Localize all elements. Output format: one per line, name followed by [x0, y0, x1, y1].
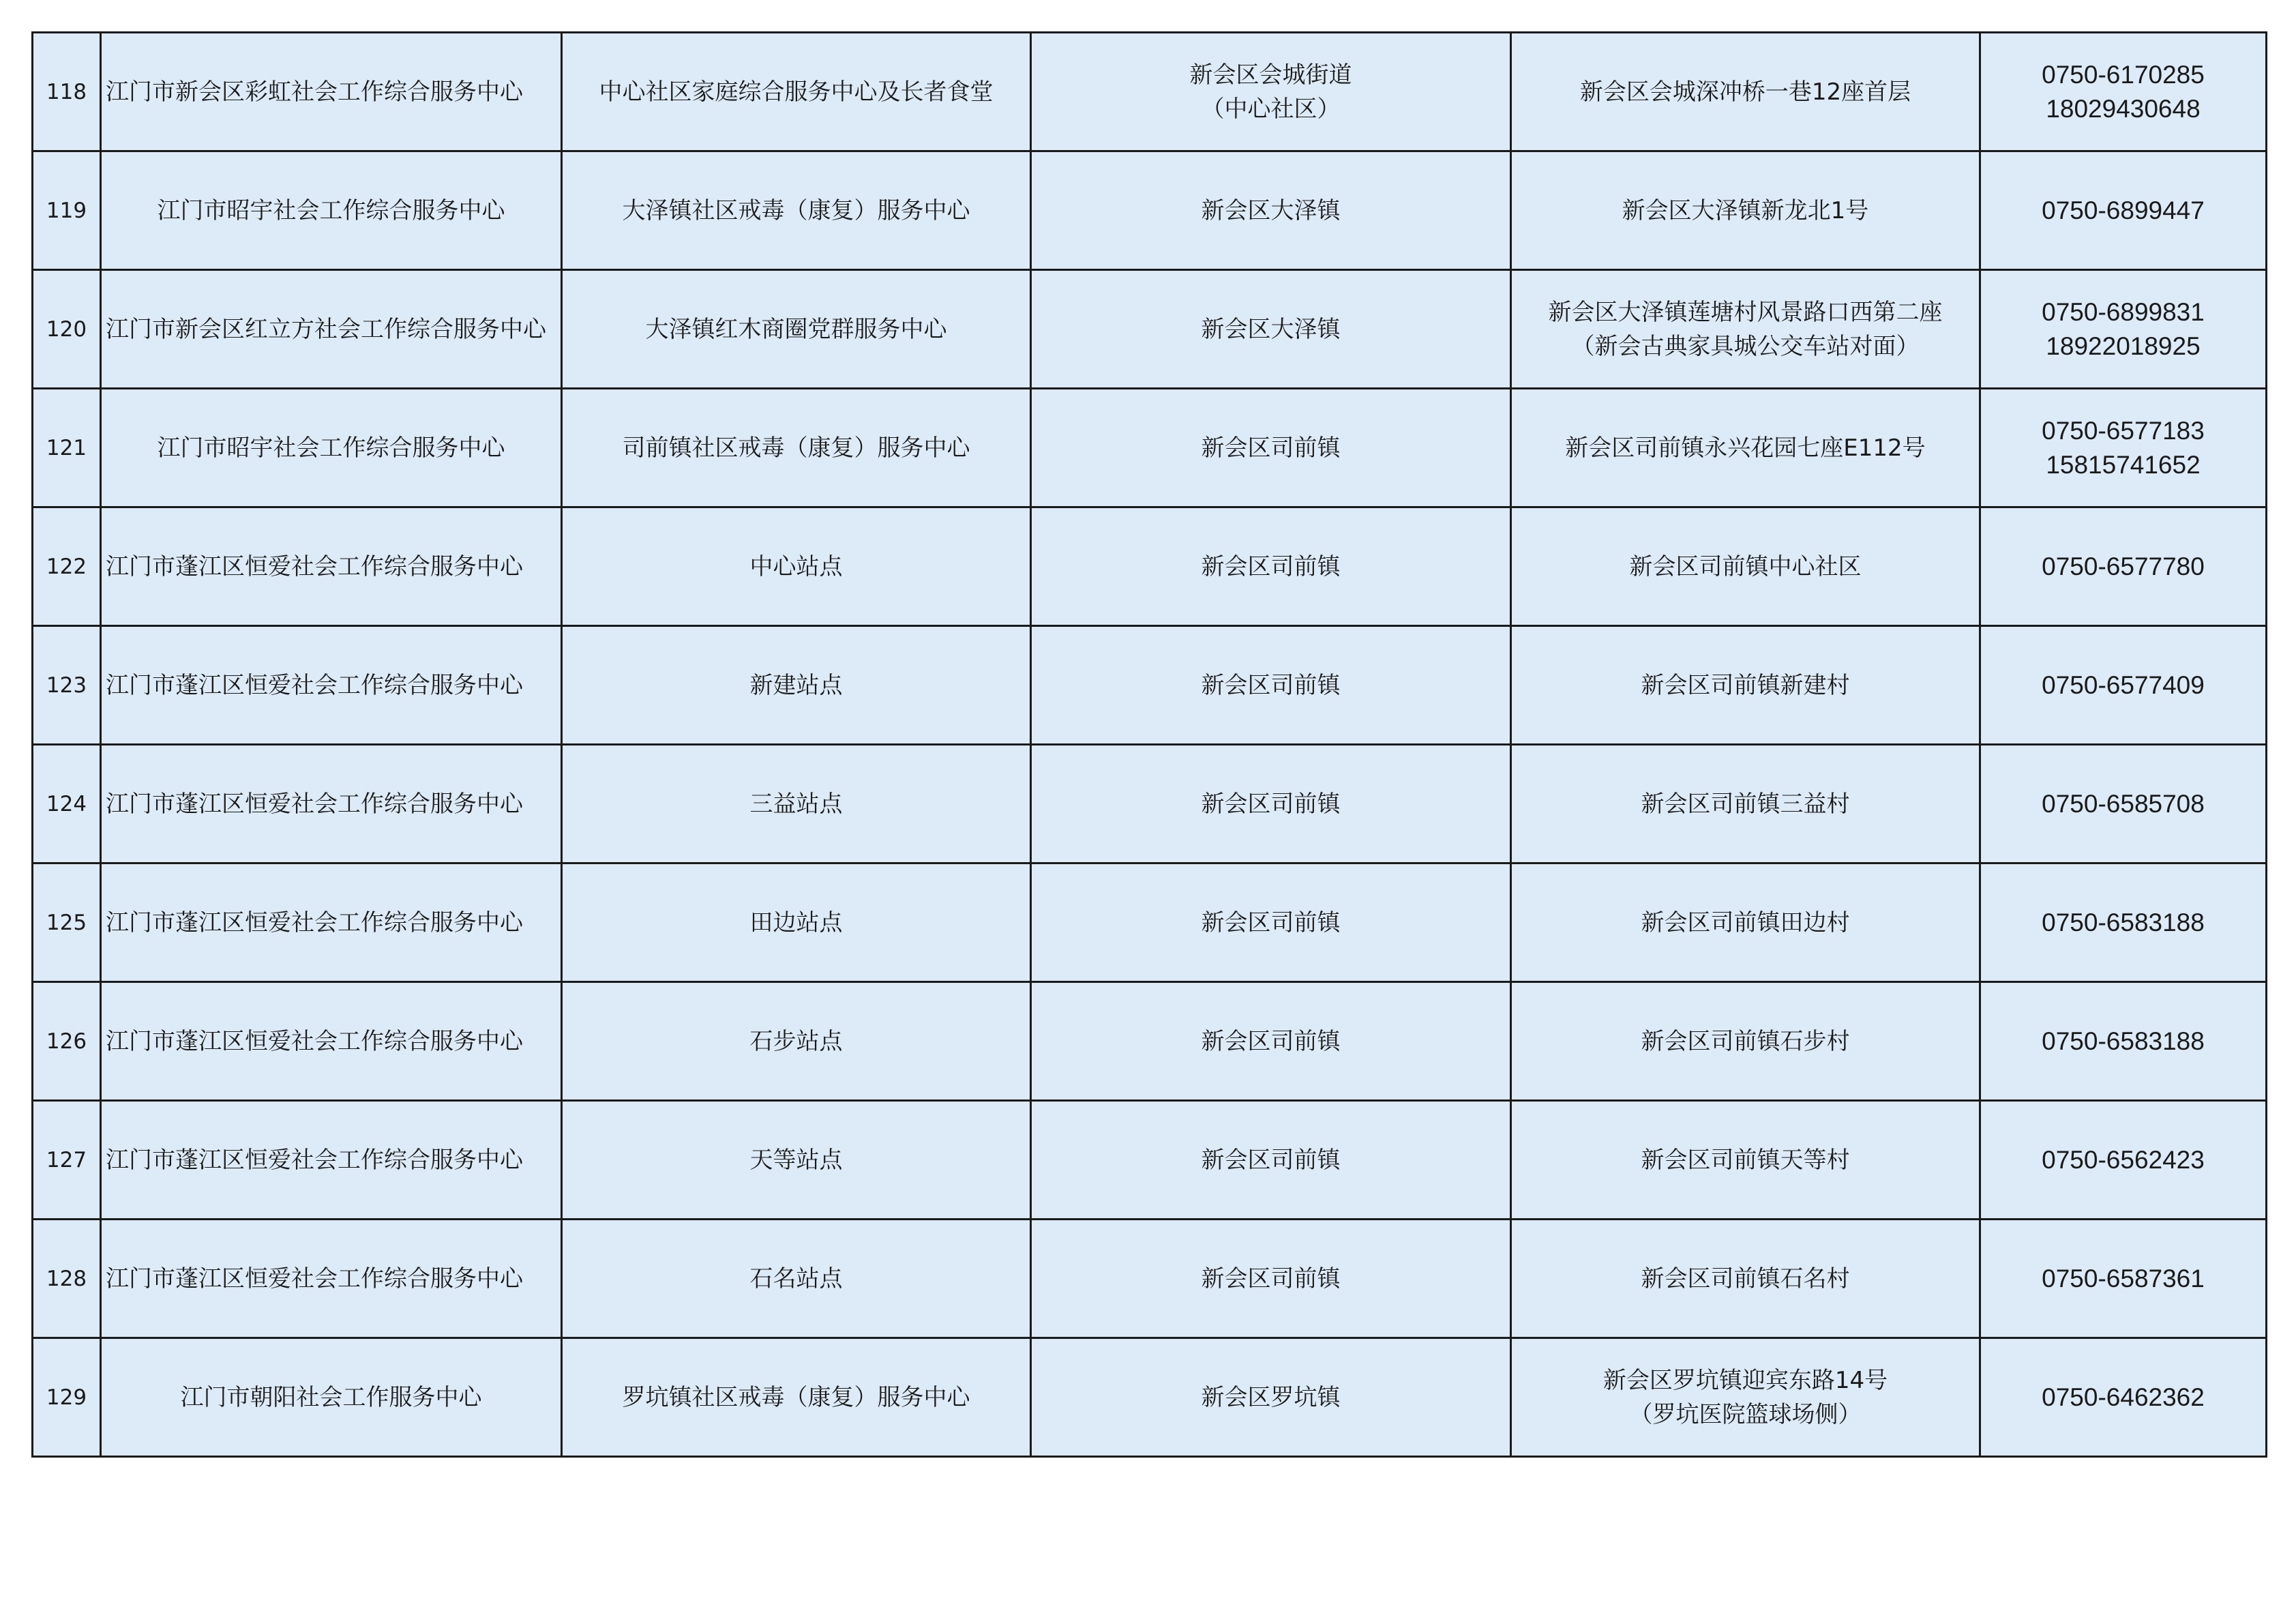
- area-line: 新会区司前镇: [1201, 1146, 1341, 1174]
- area-line: 新会区司前镇: [1201, 671, 1341, 699]
- address-cell: [1511, 1220, 1980, 1338]
- area-line: 新会区司前镇: [1201, 790, 1341, 818]
- phone-line: 0750-6899447: [2042, 196, 2205, 224]
- service-site-cell: 三益站点: [562, 745, 1031, 863]
- area-line: 新会区司前镇: [1201, 434, 1341, 462]
- table-row: [33, 863, 2267, 982]
- service-site-cell: 新建站点: [562, 626, 1031, 745]
- phone-line: 0750-6577780: [2042, 552, 2205, 580]
- area-cell: [1031, 33, 1511, 151]
- area-line: （中心社区）: [1201, 95, 1341, 123]
- phone-line: 18922018925: [2046, 331, 2201, 360]
- area-line: 新会区罗坑镇: [1201, 1383, 1341, 1411]
- phone-cell: [1980, 389, 2267, 507]
- address-line: 新会区罗坑镇迎宾东路14号: [1602, 1366, 1888, 1394]
- phone-line: 0750-6170285: [2042, 60, 2205, 89]
- table-body: [33, 33, 2267, 1457]
- table-row: [33, 33, 2267, 151]
- phone-cell: [1980, 982, 2267, 1101]
- phone-line: 15815741652: [2046, 450, 2201, 479]
- address-cell: [1511, 626, 1980, 745]
- phone-cell: [1980, 151, 2267, 270]
- organization-cell: 江门市蓬江区恒爱社会工作综合服务中心: [101, 982, 562, 1101]
- row-number-cell: 120: [33, 270, 101, 389]
- table-row: [33, 626, 2267, 745]
- area-cell: [1031, 1101, 1511, 1220]
- table-row: [33, 745, 2267, 863]
- phone-cell: [1980, 507, 2267, 626]
- area-cell: [1031, 389, 1511, 507]
- phone-cell: [1980, 863, 2267, 982]
- row-number-cell: 126: [33, 982, 101, 1101]
- phone-line: 0750-6587361: [2042, 1264, 2205, 1293]
- address-line: （新会古典家具城公交车站对面）: [1571, 332, 1920, 360]
- phone-line: 0750-6577409: [2042, 670, 2205, 699]
- row-number-cell: 124: [33, 745, 101, 863]
- area-cell: [1031, 626, 1511, 745]
- organization-cell: 江门市朝阳社会工作服务中心: [101, 1338, 562, 1457]
- address-cell: [1511, 33, 1980, 151]
- phone-line: 0750-6462362: [2042, 1383, 2205, 1411]
- service-site-cell: 司前镇社区戒毒（康复）服务中心: [562, 389, 1031, 507]
- area-line: 新会区大泽镇: [1201, 315, 1341, 343]
- address-line: 新会区司前镇田边村: [1641, 909, 1850, 936]
- area-line: 新会区会城街道: [1189, 61, 1352, 89]
- address-line: 新会区司前镇石名村: [1641, 1265, 1850, 1293]
- row-number-cell: 119: [33, 151, 101, 270]
- organization-cell: 江门市新会区红立方社会工作综合服务中心: [101, 270, 562, 389]
- service-site-cell: 田边站点: [562, 863, 1031, 982]
- area-cell: [1031, 1338, 1511, 1457]
- service-site-cell: 中心社区家庭综合服务中心及长者食堂: [562, 33, 1031, 151]
- row-number-cell: 121: [33, 389, 101, 507]
- table-row: [33, 982, 2267, 1101]
- address-line: 新会区大泽镇新龙北1号: [1622, 196, 1869, 224]
- phone-line: 0750-6899831: [2042, 297, 2205, 326]
- address-line: （罗坑医院篮球场侧）: [1629, 1400, 1862, 1428]
- phone-line: 18029430648: [2046, 94, 2201, 123]
- address-cell: [1511, 270, 1980, 389]
- organization-cell: 江门市蓬江区恒爱社会工作综合服务中心: [101, 626, 562, 745]
- table-row: [33, 270, 2267, 389]
- address-cell: [1511, 507, 1980, 626]
- address-cell: [1511, 1338, 1980, 1457]
- table-row: [33, 1220, 2267, 1338]
- organization-cell: 江门市蓬江区恒爱社会工作综合服务中心: [101, 507, 562, 626]
- row-number-cell: 118: [33, 33, 101, 151]
- organization-cell: 江门市新会区彩虹社会工作综合服务中心: [101, 33, 562, 151]
- organization-cell: 江门市昭宇社会工作综合服务中心: [101, 151, 562, 270]
- address-cell: [1511, 389, 1980, 507]
- phone-line: 0750-6583188: [2042, 1027, 2205, 1055]
- service-center-table: [31, 31, 2267, 1458]
- phone-line: 0750-6583188: [2042, 908, 2205, 936]
- area-cell: [1031, 270, 1511, 389]
- table-row: [33, 389, 2267, 507]
- address-line: 新会区司前镇三益村: [1641, 790, 1850, 818]
- area-line: 新会区司前镇: [1201, 1027, 1341, 1055]
- phone-cell: [1980, 1101, 2267, 1220]
- service-site-cell: 大泽镇社区戒毒（康复）服务中心: [562, 151, 1031, 270]
- area-line: 新会区司前镇: [1201, 1265, 1341, 1293]
- organization-cell: 江门市蓬江区恒爱社会工作综合服务中心: [101, 863, 562, 982]
- phone-line: 0750-6562423: [2042, 1145, 2205, 1174]
- service-site-cell: 天等站点: [562, 1101, 1031, 1220]
- phone-cell: [1980, 270, 2267, 389]
- row-number-cell: 127: [33, 1101, 101, 1220]
- phone-line: 0750-6585708: [2042, 789, 2205, 818]
- address-cell: [1511, 982, 1980, 1101]
- service-site-cell: 石步站点: [562, 982, 1031, 1101]
- address-line: 新会区司前镇天等村: [1641, 1146, 1850, 1174]
- address-line: 新会区司前镇石步村: [1641, 1027, 1850, 1055]
- area-cell: [1031, 745, 1511, 863]
- phone-line: 0750-6577183: [2042, 416, 2205, 445]
- row-number-cell: 122: [33, 507, 101, 626]
- area-cell: [1031, 982, 1511, 1101]
- phone-cell: [1980, 745, 2267, 863]
- phone-cell: [1980, 1338, 2267, 1457]
- service-site-cell: 中心站点: [562, 507, 1031, 626]
- address-line: 新会区司前镇永兴花园七座E112号: [1565, 434, 1926, 462]
- address-cell: [1511, 745, 1980, 863]
- service-site-cell: 罗坑镇社区戒毒（康复）服务中心: [562, 1338, 1031, 1457]
- table-row: [33, 507, 2267, 626]
- phone-cell: [1980, 1220, 2267, 1338]
- address-line: 新会区大泽镇莲塘村风景路口西第二座: [1548, 298, 1943, 326]
- area-cell: [1031, 1220, 1511, 1338]
- row-number-cell: 125: [33, 863, 101, 982]
- row-number-cell: 128: [33, 1220, 101, 1338]
- address-line: 新会区会城深冲桥一巷12座首层: [1579, 78, 1911, 106]
- table-row: [33, 1338, 2267, 1457]
- address-line: 新会区司前镇中心社区: [1629, 552, 1862, 580]
- organization-cell: 江门市蓬江区恒爱社会工作综合服务中心: [101, 1220, 562, 1338]
- area-cell: [1031, 507, 1511, 626]
- area-cell: [1031, 863, 1511, 982]
- phone-cell: [1980, 33, 2267, 151]
- table-row: [33, 151, 2267, 270]
- address-cell: [1511, 151, 1980, 270]
- organization-cell: 江门市蓬江区恒爱社会工作综合服务中心: [101, 1101, 562, 1220]
- row-number-cell: 123: [33, 626, 101, 745]
- address-line: 新会区司前镇新建村: [1641, 671, 1850, 699]
- address-cell: [1511, 1101, 1980, 1220]
- table-row: [33, 1101, 2267, 1220]
- organization-cell: 江门市昭宇社会工作综合服务中心: [101, 389, 562, 507]
- row-number-cell: 129: [33, 1338, 101, 1457]
- organization-cell: 江门市蓬江区恒爱社会工作综合服务中心: [101, 745, 562, 863]
- area-line: 新会区司前镇: [1201, 909, 1341, 936]
- service-site-cell: 石名站点: [562, 1220, 1031, 1338]
- phone-cell: [1980, 626, 2267, 745]
- address-cell: [1511, 863, 1980, 982]
- area-cell: [1031, 151, 1511, 270]
- area-line: 新会区司前镇: [1201, 552, 1341, 580]
- area-line: 新会区大泽镇: [1201, 196, 1341, 224]
- service-site-cell: 大泽镇红木商圈党群服务中心: [562, 270, 1031, 389]
